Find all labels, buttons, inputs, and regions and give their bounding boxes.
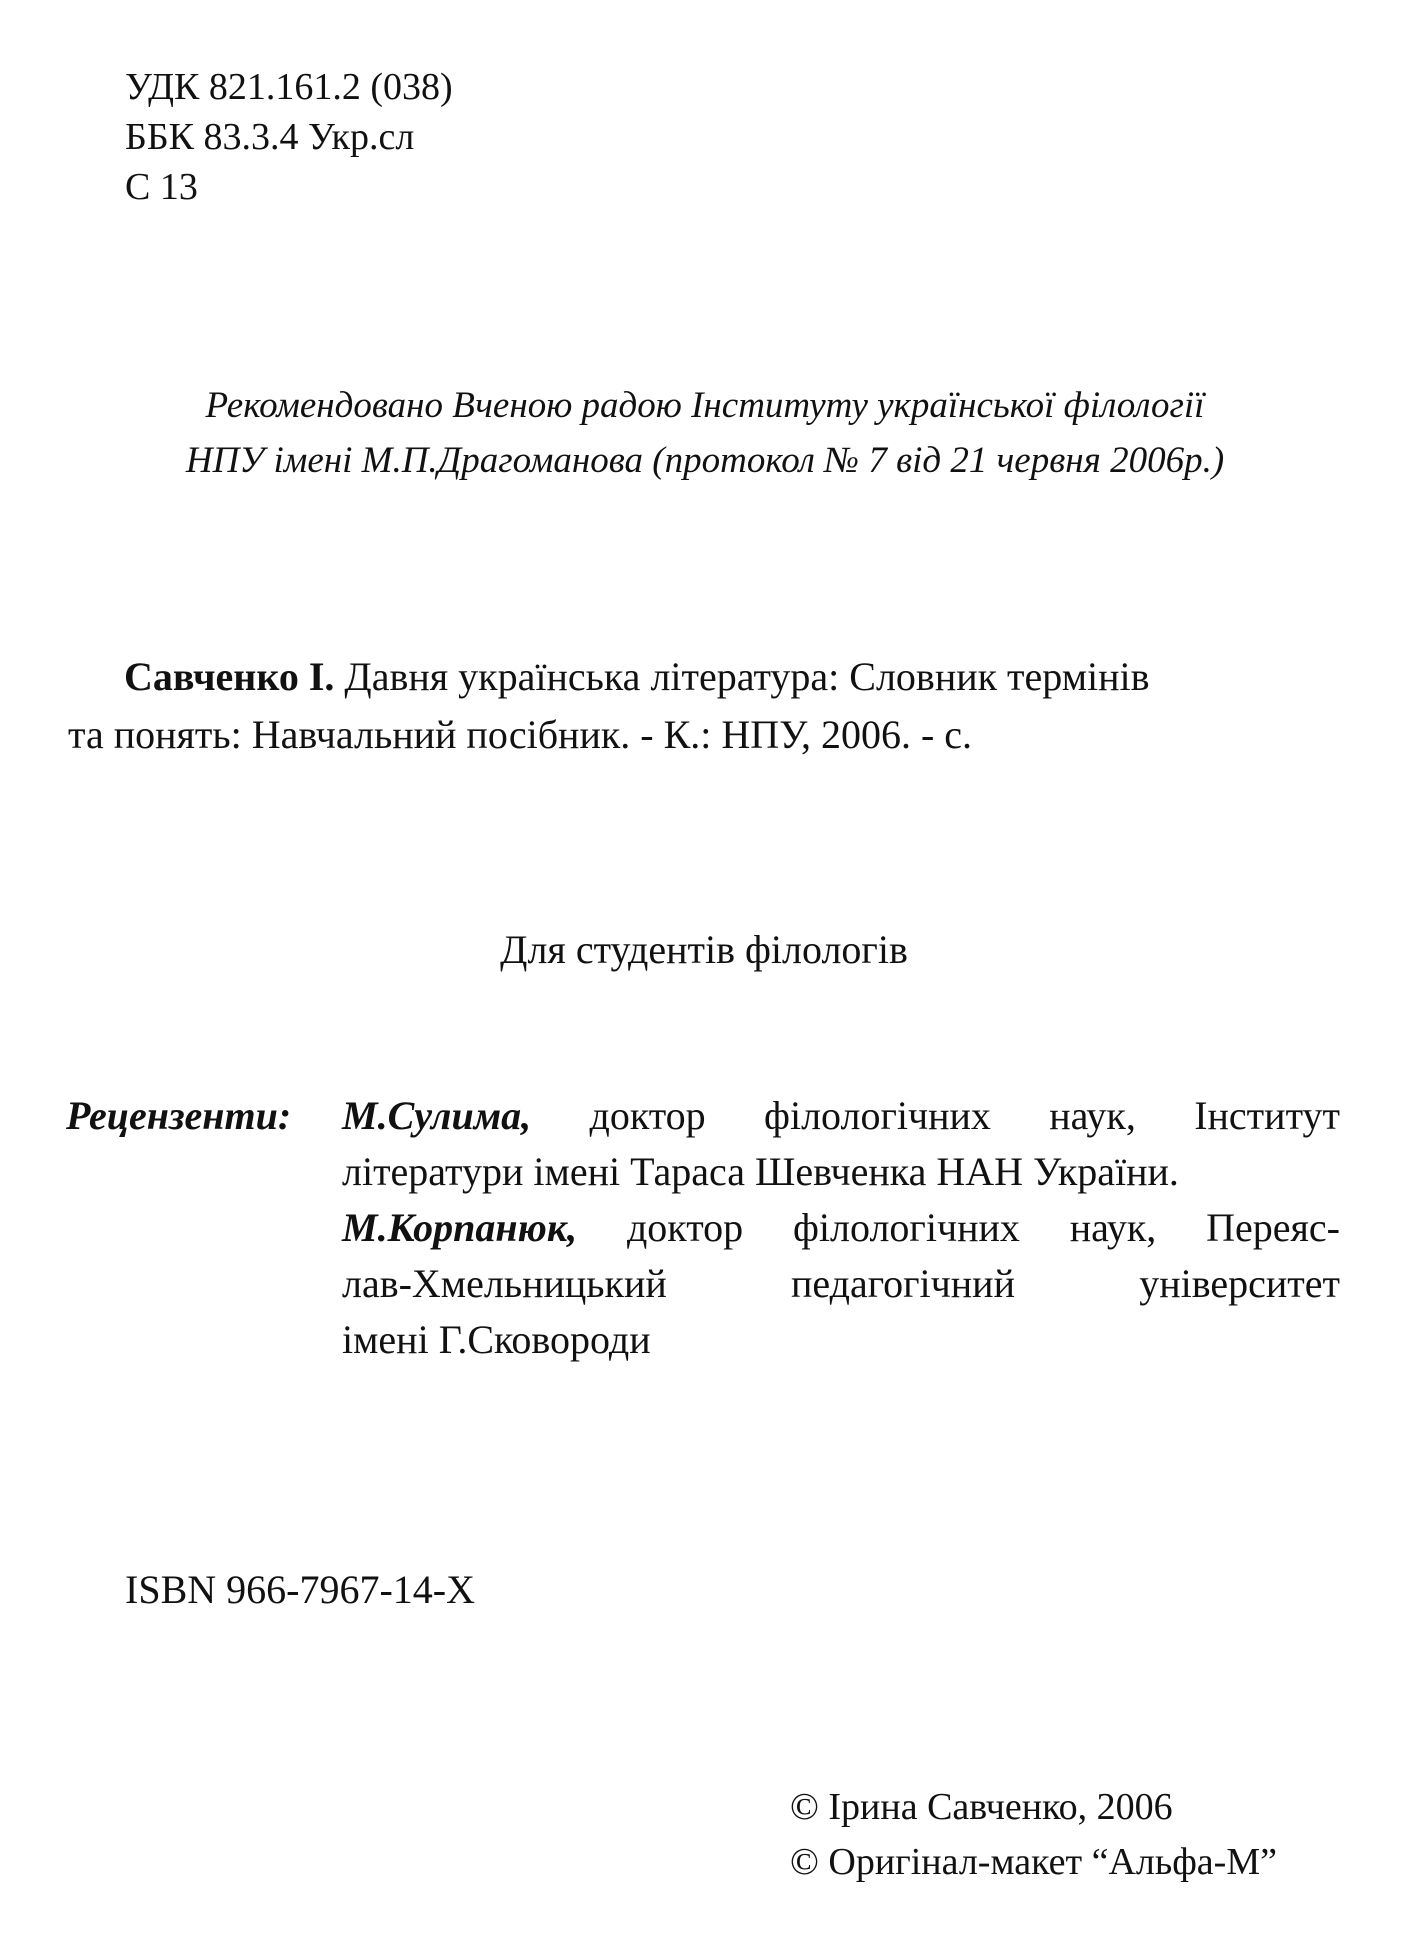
udk-code: УДК 821.161.2 (038) — [125, 66, 453, 108]
reviewer-2-line-3: імені Г.Сковороди — [342, 1317, 651, 1362]
bbk-code: ББК 83.3.4 Укр.сл — [125, 116, 415, 158]
classification-codes — [125, 62, 453, 212]
author-name: Савченко І. — [124, 654, 335, 699]
reviewer-2-line-1 — [342, 1200, 1340, 1256]
bibliographic-line-2: та понять: Навчальний посібник. - К.: НПУ, 2006. - с. — [68, 712, 973, 757]
recommendation-line-2: НПУ імені М.П.Драгоманова (протокол № 7 від 21 червня 2006р.) — [185, 440, 1225, 481]
author-mark: С 13 — [125, 166, 198, 208]
reviewer-2-affiliation-start: доктор філологічних наук, Переяс- — [577, 1205, 1340, 1250]
reviewer-1-line-2: літератури імені Тараса Шевченка НАН України. — [342, 1149, 1179, 1194]
reviewer-1-line-1 — [342, 1088, 1340, 1144]
copyright-block — [790, 1780, 1277, 1890]
book-title: Давня українська література: Словник термінів — [334, 654, 1150, 699]
recommendation-line-1: Рекомендовано Вченою радою Інституту української філології — [205, 385, 1205, 426]
reviewers-list — [342, 1088, 1340, 1368]
copyright-layout: © Оригінал-макет “Альфа-М” — [790, 1841, 1277, 1883]
recommendation-note — [90, 378, 1320, 488]
bibliographic-record — [68, 648, 1330, 764]
reviewers-label: Рецензенти: — [66, 1093, 292, 1138]
reviewer-2-line-2: лав-Хмельницький педагогічний університет — [342, 1261, 1340, 1306]
bibliographic-line-1 — [68, 648, 1330, 706]
audience-note: Для студентів філологів — [500, 927, 908, 972]
copyright-author: © Ірина Савченко, 2006 — [790, 1786, 1173, 1828]
reviewer-2-name: М.Корпанюк, — [342, 1205, 578, 1250]
isbn: ISBN 966-7967-14-X — [125, 1567, 475, 1612]
reviewer-1-affiliation-start: доктор філологічних наук, Інститут — [531, 1093, 1340, 1138]
reviewer-1-name: М.Сулима, — [342, 1093, 532, 1138]
